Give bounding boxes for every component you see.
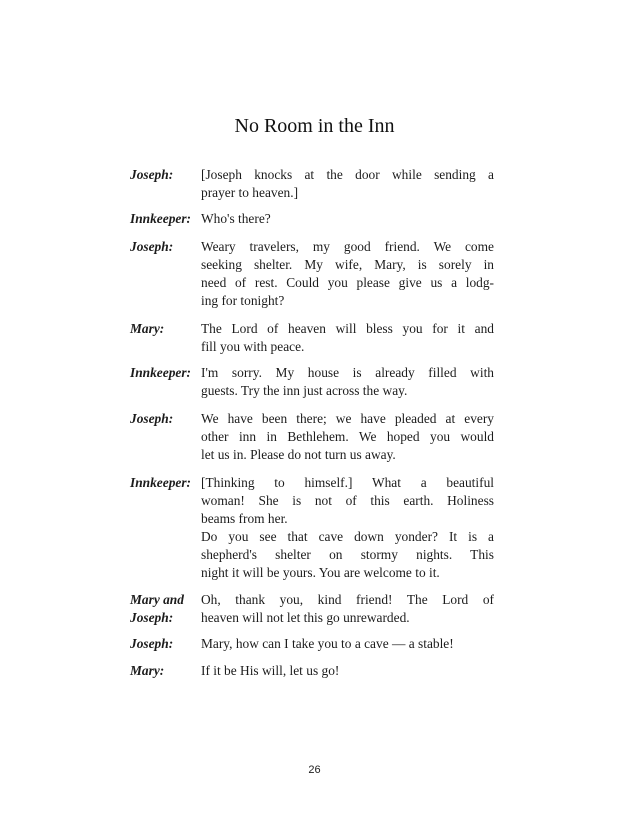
dialogue-line: [0, 338, 629, 356]
dialogue-line: [0, 446, 629, 464]
dialogue-line: [0, 382, 629, 400]
dialogue-text: guests. Try the inn just across the way.: [201, 383, 408, 398]
speaker-name: Joseph:: [130, 610, 174, 625]
speaker-name: Innkeeper:: [130, 475, 191, 490]
dialogue-text: heaven will not let this go unrewarded.: [201, 610, 410, 625]
dialogue-line: [0, 410, 629, 428]
dialogue-line: [0, 364, 629, 382]
speaker-name: Mary:: [130, 321, 165, 336]
dialogue-line: [0, 166, 629, 184]
dialogue-text: Weary travelers, my good friend. We come: [201, 239, 494, 254]
dialogue-line: [0, 256, 629, 274]
dialogue-text: Do you see that cave down yonder? It is a: [201, 529, 494, 544]
dialogue-text: fill you with peace.: [201, 339, 305, 354]
dialogue-line: [0, 492, 629, 510]
dialogue-line: [0, 292, 629, 310]
dialogue-text: If it be His will, let us go!: [201, 663, 340, 678]
dialogue-line: [0, 510, 629, 528]
dialogue-line: [0, 428, 629, 446]
dialogue-text: [Joseph knocks at the door while sending a: [201, 167, 494, 182]
dialogue-text: I'm sorry. My house is already filled with: [201, 365, 494, 380]
dialogue-text: Who's there?: [201, 211, 271, 226]
dialogue-text: beams from her.: [201, 511, 288, 526]
speaker-name: Innkeeper:: [130, 211, 191, 226]
dialogue-line: [0, 591, 629, 609]
dialogue-line: [0, 320, 629, 338]
dialogue-text: [Thinking to himself.] What a beautiful: [201, 475, 494, 490]
dialogue-text: night it will be yours. You are welcome to it.: [201, 565, 440, 580]
dialogue-text: The Lord of heaven will bless you for it and: [201, 321, 494, 336]
dialogue-line: [0, 474, 629, 492]
speaker-name: Joseph:: [130, 239, 174, 254]
dialogue-line: [0, 210, 629, 228]
dialogue-line: [0, 184, 629, 202]
dialogue-text: woman! She is not of this earth. Holiness: [201, 493, 494, 508]
speaker-name: Innkeeper:: [130, 365, 191, 380]
speaker-name: Mary:: [130, 663, 165, 678]
dialogue-text: other inn in Bethlehem. We hoped you would: [201, 429, 494, 444]
dialogue-text: seeking shelter. My wife, Mary, is sorely in: [201, 257, 494, 272]
dialogue-line: [0, 274, 629, 292]
dialogue-text: prayer to heaven.]: [201, 185, 299, 200]
dialogue-line: [0, 528, 629, 546]
dialogue-text: Oh, thank you, kind friend! The Lord of: [201, 592, 494, 607]
speaker-name: Mary and: [130, 592, 184, 607]
dialogue-text: We have been there; we have pleaded at every: [201, 411, 494, 426]
dialogue-text: let us in. Please do not turn us away.: [201, 447, 396, 462]
speaker-name: Joseph:: [130, 636, 174, 651]
dialogue-line: [0, 238, 629, 256]
dialogue-line: [0, 609, 629, 627]
dialogue-line: [0, 635, 629, 653]
speaker-name: Joseph:: [130, 167, 174, 182]
speaker-name: Joseph:: [130, 411, 174, 426]
page-title: No Room in the Inn: [234, 115, 395, 137]
dialogue-text: need of rest. Could you please give us a lodg-: [201, 275, 494, 290]
page-number: 26: [308, 764, 321, 776]
dialogue-line: [0, 662, 629, 680]
dialogue-text: shepherd's shelter on stormy nights. This: [201, 547, 494, 562]
dialogue-line: [0, 546, 629, 564]
dialogue-line: [0, 564, 629, 582]
dialogue-text: Mary, how can I take you to a cave — a stable!: [201, 636, 454, 651]
dialogue-text: ing for tonight?: [201, 293, 285, 308]
